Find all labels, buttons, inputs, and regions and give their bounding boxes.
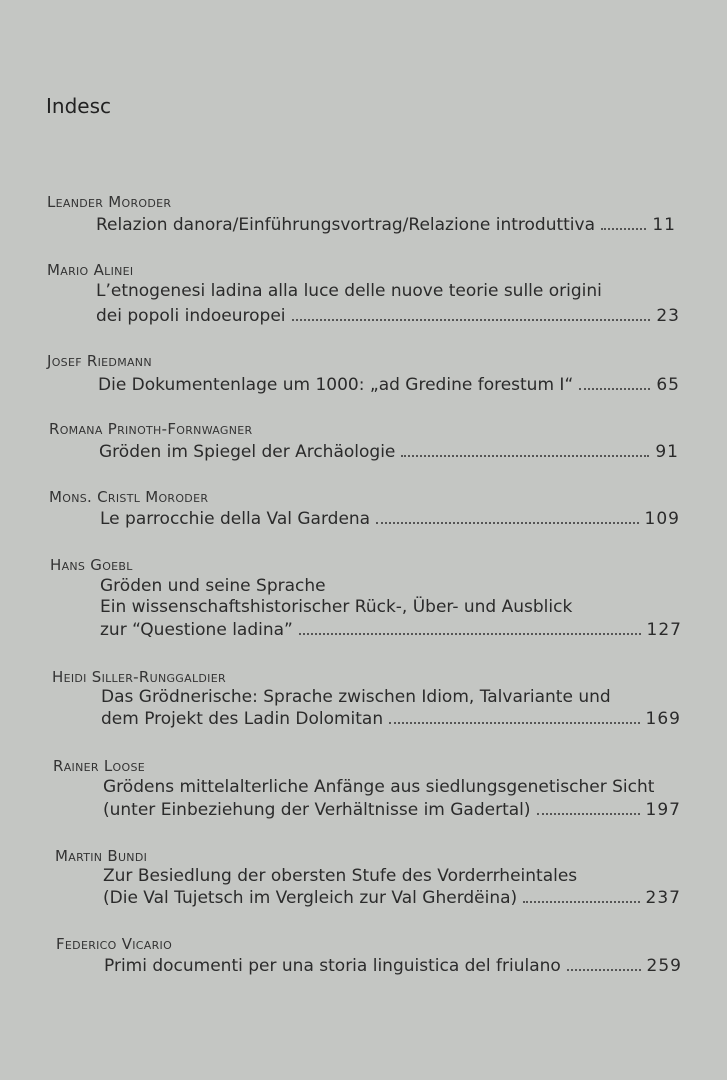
entry-title: Zur Besiedlung der obersten Stufe des Vorderrheintales xyxy=(103,866,578,886)
entry-page-number: 259 xyxy=(646,956,682,976)
entry-author: Hans Goebl xyxy=(50,556,133,574)
entry-author: Martin Bundi xyxy=(55,847,148,865)
entry-title: (unter Einbeziehung der Verhältnisse im Gadertal) xyxy=(103,800,531,820)
entry-title-line xyxy=(96,302,680,326)
entry-page-number: 169 xyxy=(645,709,681,729)
entry-title-line xyxy=(101,705,681,729)
entry-author: Leander Moroder xyxy=(47,193,172,211)
entry-author: Mons. Cristl Moroder xyxy=(49,488,209,506)
entry-page-number: 109 xyxy=(644,509,680,529)
entry-title-line xyxy=(103,884,681,908)
entry-page-number: 11 xyxy=(652,215,676,235)
entry-title: zur “Questione ladina” xyxy=(100,620,293,640)
entry-title: L’etnogenesi ladina alla luce delle nuove teorie sulle origini xyxy=(96,281,602,301)
entry-author: Mario Alinei xyxy=(47,261,134,279)
entry-title-line xyxy=(99,438,679,462)
entry-title: (Die Val Tujetsch im Vergleich zur Val Gherdëina) xyxy=(103,888,518,908)
entry-title: Das Grödnerische: Sprache zwischen Idiom, Talvariante und xyxy=(101,687,611,707)
dot-leader xyxy=(601,228,646,230)
dot-leader xyxy=(401,455,649,457)
entry-title: Relazion danora/Einführungsvortrag/Relazione introduttiva xyxy=(96,215,596,235)
entry-page-number: 237 xyxy=(645,888,681,908)
entry-title: dem Projekt des Ladin Dolomitan xyxy=(101,709,384,729)
dot-leader xyxy=(376,522,638,524)
entry-title: Die Dokumentenlage um 1000: „ad Gredine forestum I“ xyxy=(98,375,574,395)
dot-leader xyxy=(292,319,651,321)
entry-title: Primi documenti per una storia linguistica del friulano xyxy=(104,956,561,976)
entry-author: Heidi Siller-Runggaldier xyxy=(52,668,226,686)
entry-title-line xyxy=(98,371,680,395)
entry-title: dei popoli indoeuropei xyxy=(96,306,286,326)
entry-title: Grödens mittelalterliche Anfänge aus siedlungsgenetischer Sicht xyxy=(103,777,655,797)
dot-leader xyxy=(537,813,640,815)
entry-author: Josef Riedmann xyxy=(47,352,152,370)
entry-page-number: 65 xyxy=(656,375,680,395)
dot-leader xyxy=(299,633,641,635)
dot-leader xyxy=(567,969,641,971)
entry-author: Federico Vicario xyxy=(56,935,173,953)
page-title: Indesc xyxy=(46,94,111,118)
entry-page-number: 127 xyxy=(646,620,682,640)
entry-title: Gröden im Spiegel der Archäologie xyxy=(99,442,396,462)
dot-leader xyxy=(523,901,639,903)
dot-leader xyxy=(579,388,650,390)
entry-page-number: 23 xyxy=(656,306,680,326)
entry-page-number: 197 xyxy=(645,800,681,820)
entry-title-line xyxy=(100,616,682,640)
entry-title-line xyxy=(96,211,676,235)
entry-title: Ein wissenschaftshistorischer Rück-, Über- und Ausblick xyxy=(100,597,573,617)
entry-title-line xyxy=(104,952,682,976)
entry-page-number: 91 xyxy=(655,442,679,462)
entry-title: Gröden und seine Sprache xyxy=(100,576,326,596)
entry-title-line xyxy=(100,505,680,529)
entry-title-line xyxy=(103,796,681,820)
entry-author: Rainer Loose xyxy=(53,757,145,775)
dot-leader xyxy=(389,722,639,724)
entry-author: Romana Prinoth-Fornwagner xyxy=(49,420,253,438)
entry-title: Le parrocchie della Val Gardena xyxy=(100,509,371,529)
